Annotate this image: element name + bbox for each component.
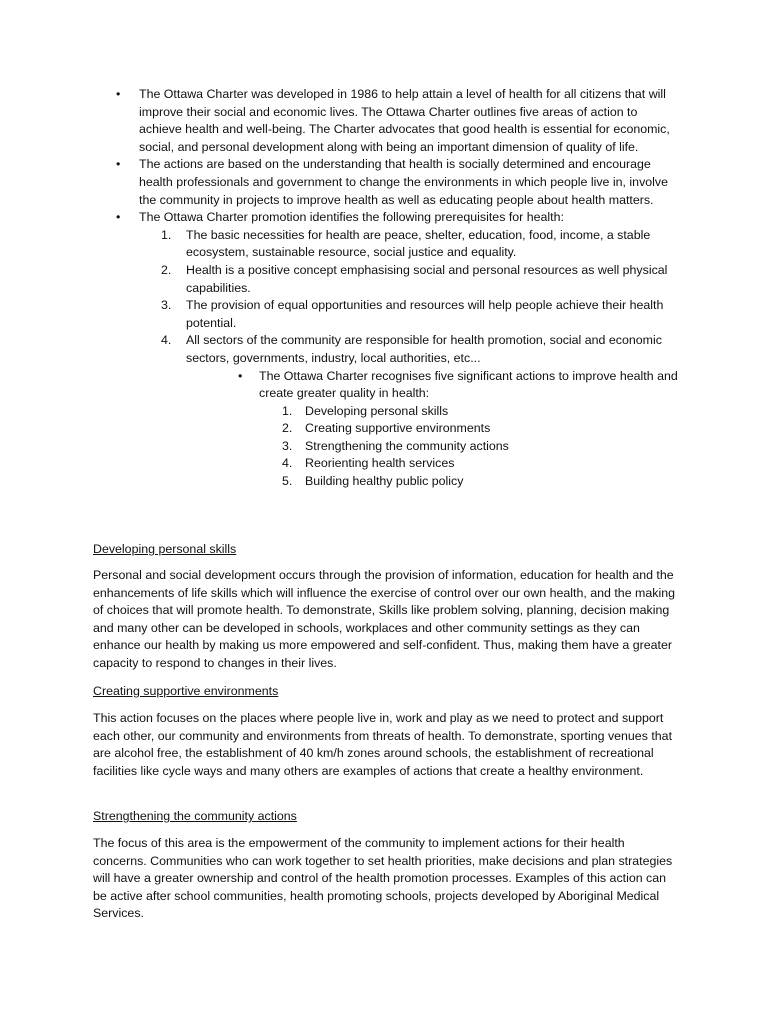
section-body-personal-skills: Personal and social development occurs through the provision of information, education for health and the enhancements of life skills which will influence the exercise of control over our own health, and the making of choices that will promote health. To demonstrate, Skills like problem solving, planning, decision making and many other can be developed in schools, workplaces and other community settings as they can enhance our health by making us more empowered and self-confident. Thus, making them have a greater capacity to respond to changes in their lives. — [93, 568, 675, 670]
intro-bullet-list — [112, 86, 682, 491]
section-heading-personal-skills: Developing personal skills — [93, 542, 237, 556]
bullet-symbol: • — [238, 368, 243, 383]
prerequisite-text: Health is a positive concept emphasising social and personal resources as well physical capabilities. — [186, 262, 668, 295]
action-text: Reorienting health services — [305, 456, 455, 471]
prerequisite-item — [139, 227, 682, 262]
action-item — [259, 473, 682, 491]
prerequisite-item — [139, 332, 682, 490]
bullet-item — [112, 209, 682, 491]
list-number: 1. — [282, 403, 293, 418]
action-text: Building healthy public policy — [305, 474, 464, 489]
section-heading-community-actions: Strengthening the community actions — [93, 809, 297, 823]
list-number: 2. — [161, 262, 172, 277]
sub-bullet-item — [186, 368, 682, 491]
bullet-symbol: • — [116, 210, 121, 225]
bullet-text: The Ottawa Charter promotion identifies the following prerequisites for health: — [139, 210, 564, 225]
list-number: 3. — [282, 438, 293, 453]
list-number: 3. — [161, 298, 172, 313]
prerequisite-text: The provision of equal opportunities and resources will help people achieve their health potential. — [186, 298, 664, 330]
list-number: 2. — [282, 421, 293, 436]
list-number: 4. — [161, 333, 172, 348]
action-text: Creating supportive environments — [305, 421, 491, 436]
bullet-text: The Ottawa Charter was developed in 1986 to help attain a level of health for all citizens that will improve their social and economic lives. The Ottawa Charter outlines five areas of action to achieve health and well-being. The Charter advocates that good health is essential for economic, social, and personal development along with being an important dimension of quality of life. — [139, 87, 670, 154]
prerequisite-text: The basic necessities for health are peace, shelter, education, food, income, a stable ecosystem, sustainable resource, social justice and equality. — [186, 227, 651, 260]
bullet-text: The actions are based on the understanding that health is socially determined and encourage health professionals and government to change the environments in which people live in, involve the community in projects to improve health as well as educating people about health matters. — [139, 157, 668, 207]
action-text: Strengthening the community actions — [305, 438, 509, 453]
prerequisite-text: All sectors of the community are responsible for health promotion, social and economic sectors, governments, industry, local authorities, etc... — [186, 333, 662, 365]
sub-bullet-list — [186, 368, 682, 491]
section-heading-supportive-environments: Creating supportive environments — [93, 684, 279, 698]
prerequisites-list — [139, 227, 682, 491]
action-item — [259, 403, 682, 421]
prerequisite-item — [139, 262, 682, 297]
list-number: 4. — [282, 456, 293, 471]
action-item — [259, 420, 682, 438]
action-item — [259, 438, 682, 456]
bullet-symbol: • — [116, 157, 121, 172]
action-item — [259, 455, 682, 473]
list-number: 5. — [282, 474, 293, 489]
bullet-item — [112, 156, 682, 209]
bullet-symbol: • — [116, 87, 121, 101]
actions-list — [259, 403, 682, 491]
section-body-supportive-environments: This action focuses on the places where people live in, work and play as we need to protect and support each other, our community and environments from threats of health. To demonstrate, sporting venues that are alcohol free, the establishment of 40 km/h zones around schools, the establishment of recreational facilities like cycle ways and many others are examples of actions that create a healthy environment. — [93, 711, 673, 778]
prerequisite-item — [139, 297, 682, 332]
list-number: 1. — [161, 227, 172, 242]
sub-bullet-text: The Ottawa Charter recognises five significant actions to improve health and create greater quality in health: — [259, 368, 678, 401]
bullet-item — [112, 86, 682, 156]
section-body-community-actions: The focus of this area is the empowerment of the community to implement actions for their health concerns. Communities who can work together to set health priorities, make decisions and plan strategies will have a greater ownership and control of the health promotion processes. Examples of this action can be active after school communities, health promoting schools, projects developed by Aboriginal Medical Services. — [93, 836, 673, 921]
action-text: Developing personal skills — [305, 403, 449, 418]
